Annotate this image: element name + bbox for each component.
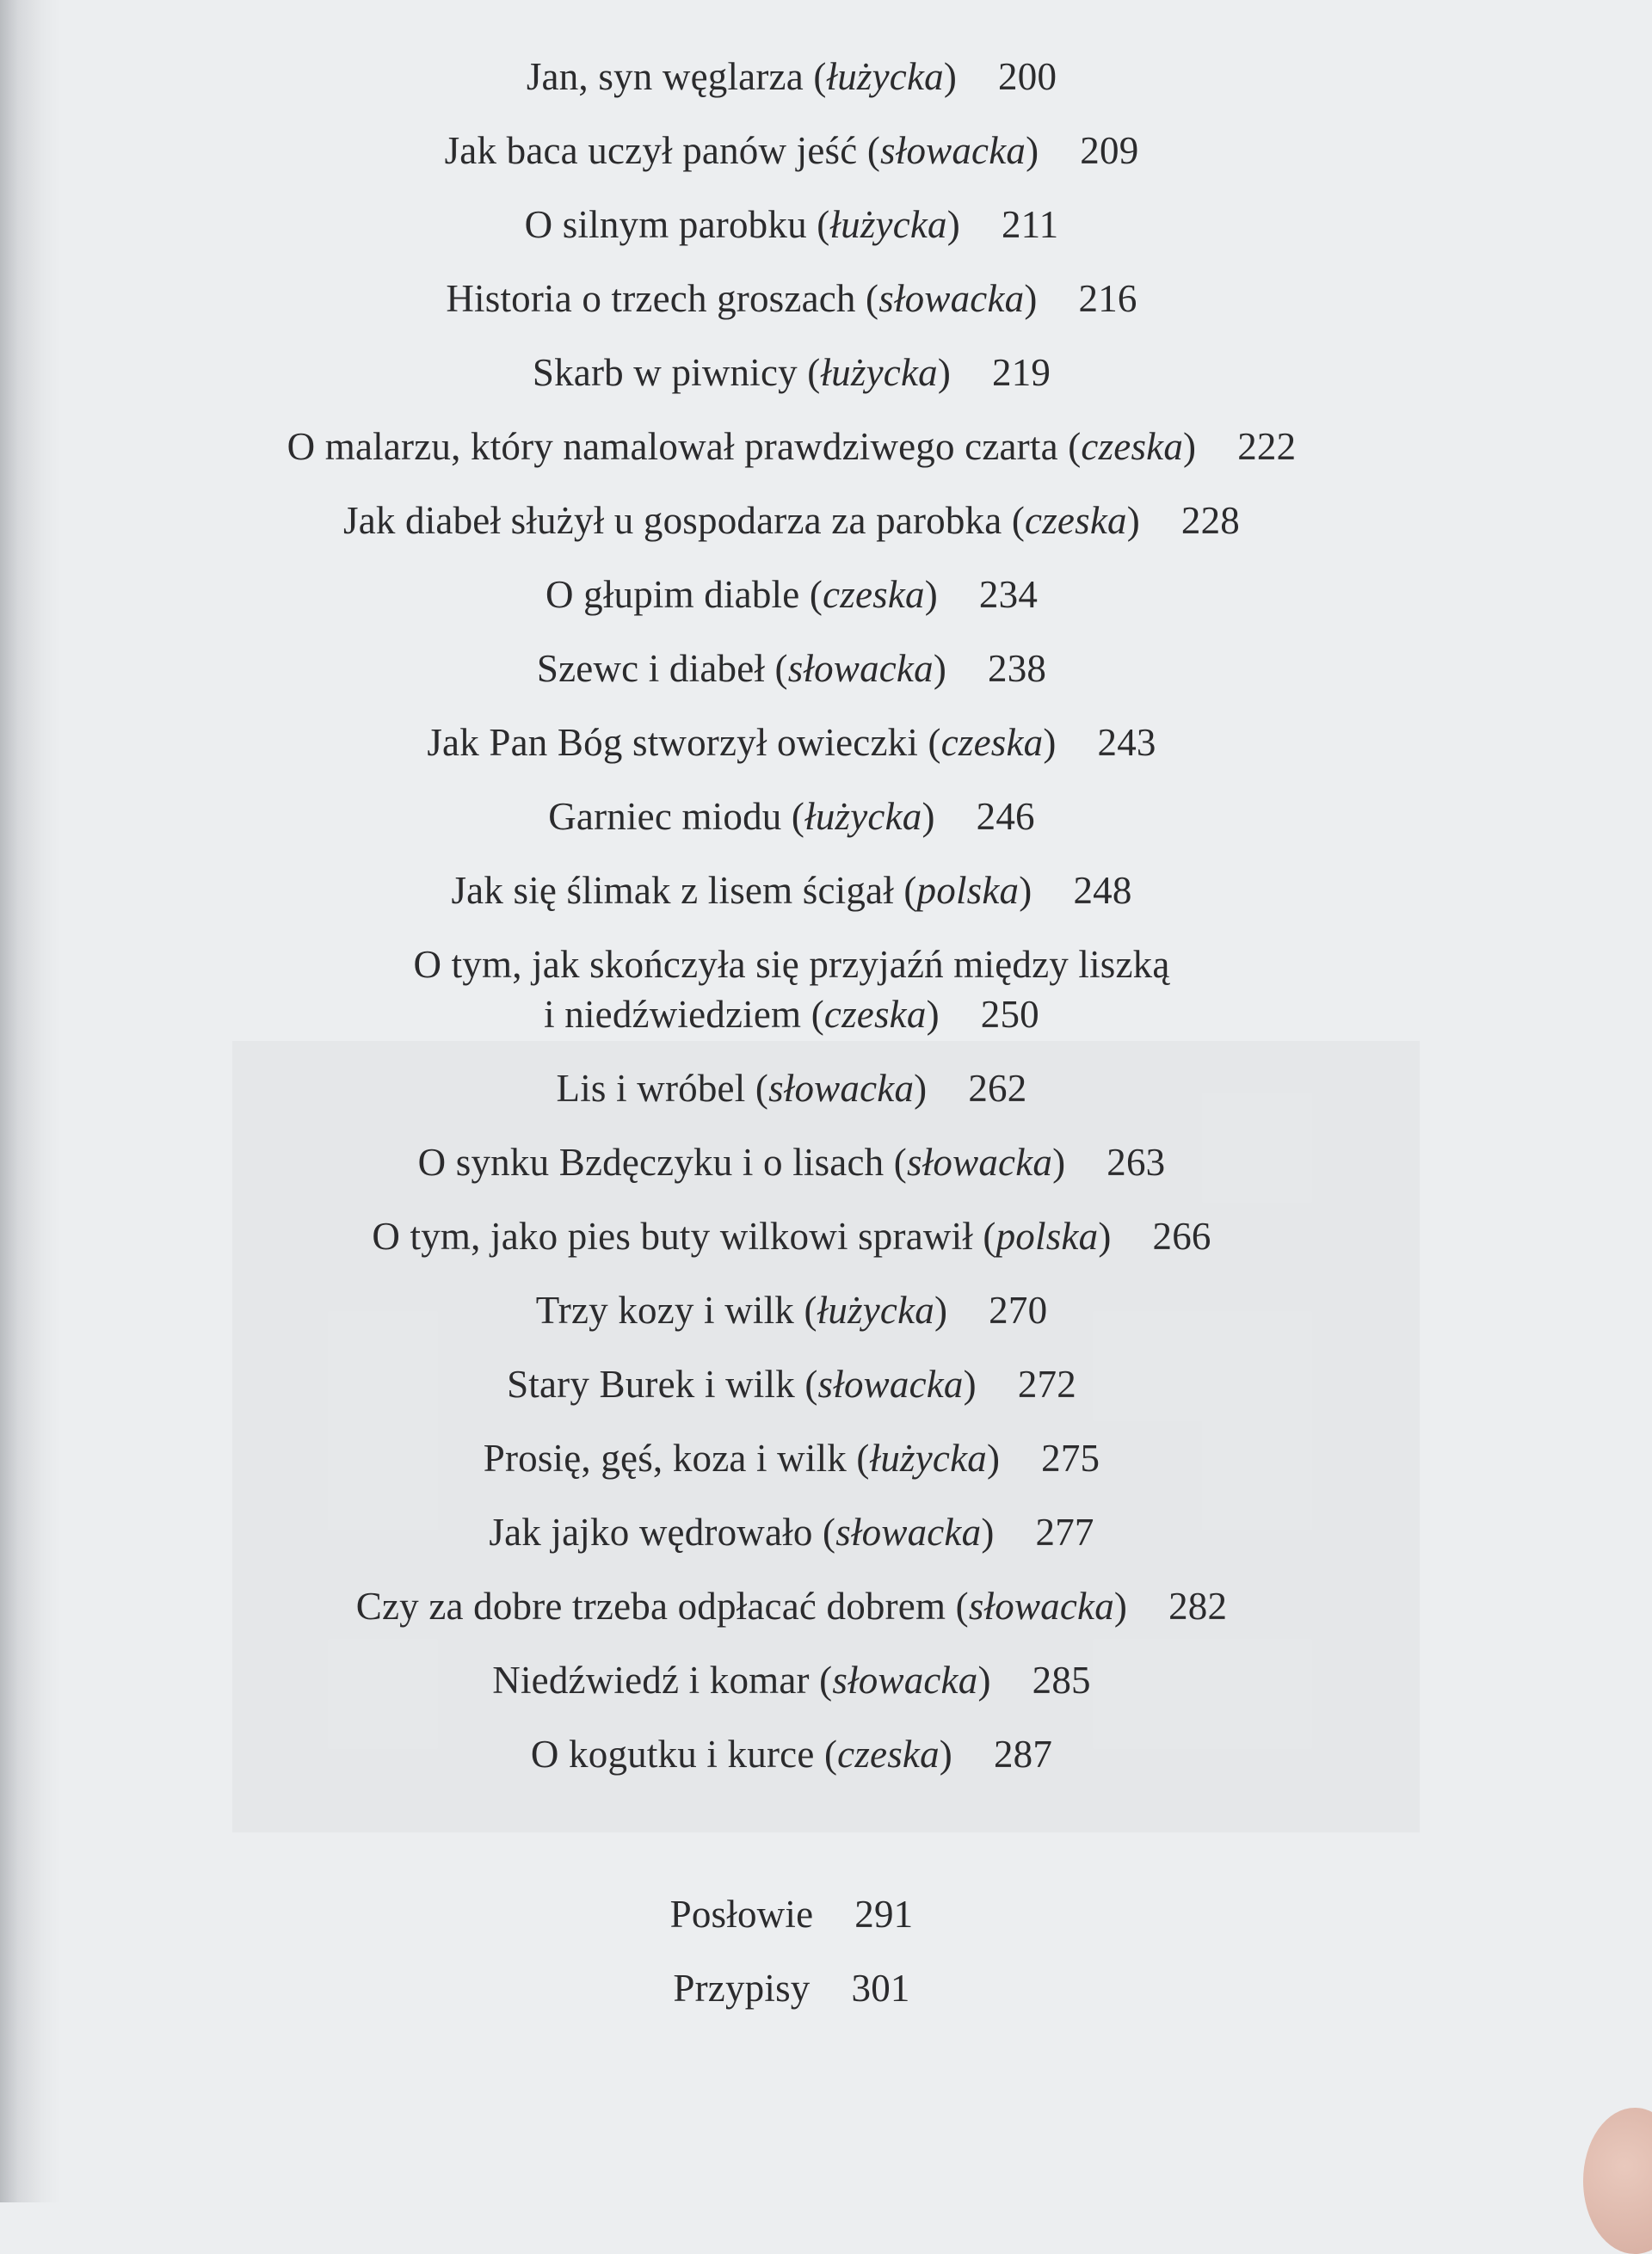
- toc-entry-title: Historia o trzech groszach: [446, 277, 856, 320]
- toc-entry: Niedźwiedź i komar (słowacka) 285: [492, 1659, 1091, 1702]
- toc-entry-page: 287: [993, 1733, 1053, 1776]
- toc-entry: Prosię, gęś, koza i wilk (łużycka) 275: [483, 1437, 1100, 1480]
- toc-entry: O kogutku i kurce (czeska) 287: [530, 1733, 1053, 1776]
- toc-entry-page: 275: [1041, 1437, 1100, 1480]
- toc-entry: Lis i wróbel (słowacka) 262: [556, 1067, 1027, 1110]
- toc-entry-page: 234: [978, 573, 1039, 616]
- finger-tip: [1583, 2108, 1652, 2254]
- toc-entry-origin: słowacka: [832, 1659, 978, 1702]
- toc-entry-back: [60, 1889, 1523, 1939]
- toc-entry-page: 219: [992, 351, 1051, 394]
- toc-entry-origin: słowacka: [768, 1067, 915, 1110]
- toc-entry-page: 211: [1001, 203, 1059, 246]
- toc-entry: Trzy kozy i wilk (łużycka) 270: [535, 1289, 1048, 1332]
- toc-entry-origin: łużycka: [820, 351, 938, 394]
- toc-entry: Jak się ślimak z lisem ścigał (polska) 248: [451, 869, 1132, 912]
- toc-entry-title: Garniec miodu: [548, 795, 782, 838]
- toc-entry: O malarzu, który namalował prawdziwego czarta (czeska) 222: [287, 425, 1297, 468]
- toc-entry-page: 272: [1017, 1363, 1076, 1406]
- toc-entry: Jak diabeł służył u gospodarza za parobka (czeska) 228: [342, 499, 1240, 542]
- toc-entry-origin: czeska: [823, 993, 927, 1036]
- toc-entry-origin: czeska: [823, 573, 925, 616]
- toc-entry-origin: czeska: [940, 721, 1044, 764]
- toc-entry-title: O głupim diable: [545, 573, 800, 616]
- toc-entry: Historia o trzech groszach (słowacka) 216: [446, 277, 1137, 320]
- toc-entry-title: O tym, jako pies buty wilkowi sprawił: [372, 1215, 973, 1258]
- toc-entry-page: 216: [1078, 277, 1137, 320]
- toc-entry-origin: słowacka: [817, 1363, 964, 1406]
- toc-entry-title: Szewc i diabeł: [536, 647, 766, 690]
- toc-entry-origin: słowacka: [968, 1585, 1114, 1628]
- toc-entry-title: Skarb w piwnicy: [532, 351, 798, 394]
- toc-entry: O silnym parobku (łużycka) 211: [524, 203, 1059, 246]
- toc-entry-back: [60, 1963, 1523, 2013]
- toc-entry-title: Jak diabeł służył u gospodarza za parobka: [342, 499, 1002, 542]
- back-matter: [60, 1889, 1523, 2013]
- toc-entry-title: Niedźwiedź i komar: [492, 1659, 810, 1702]
- toc-entry-page: 301: [851, 1967, 910, 2010]
- toc-entry-origin: łużycka: [869, 1437, 987, 1480]
- toc-entry: Szewc i diabeł (słowacka) 238: [536, 647, 1047, 690]
- table-of-contents: [60, 52, 1523, 1779]
- toc-entry-origin: łużycka: [817, 1289, 934, 1332]
- toc-entry-title: Posłowie: [669, 1893, 814, 1936]
- toc-entry-page: 262: [968, 1067, 1027, 1110]
- toc-entry-page: 266: [1152, 1215, 1211, 1258]
- toc-entry-title-line1: O tym, jak skończyła się przyjaźń między liszką: [413, 943, 1170, 986]
- toc-entry: Jak jajko wędrowało (słowacka) 277: [489, 1511, 1094, 1554]
- toc-entry: Skarb w piwnicy (łużycka) 219: [532, 351, 1051, 394]
- book-gutter: [0, 0, 60, 2202]
- toc-entry-page: 209: [1080, 129, 1139, 172]
- toc-entry-title: Jak się ślimak z lisem ścigał: [451, 869, 894, 912]
- toc-entry: O synku Bzdęczyku i o lisach (słowacka) 263: [417, 1141, 1166, 1184]
- toc-entry-page: 285: [1032, 1659, 1091, 1702]
- toc-entry-origin: słowacka: [880, 129, 1026, 172]
- toc-entry-line2: i niedźwiedziem (czeska) 250: [544, 993, 1039, 1036]
- toc-entry-origin: czeska: [1081, 425, 1184, 468]
- toc-entry-title: Czy za dobre trzeba odpłacać dobrem: [355, 1585, 946, 1628]
- toc-entry-page: 200: [998, 55, 1057, 98]
- toc-entry-page: 282: [1168, 1585, 1228, 1628]
- toc-entry-title: Jak Pan Bóg stworzył owieczki: [427, 721, 919, 764]
- toc-entry-title: O synku Bzdęczyku i o lisach: [417, 1141, 885, 1184]
- toc-entry-title: O malarzu, który namalował prawdziwego czarta: [287, 425, 1058, 468]
- toc-entry-page: 263: [1106, 1141, 1166, 1184]
- toc-entry-origin: słowacka: [907, 1141, 1053, 1184]
- toc-entry-title: O kogutku i kurce: [530, 1733, 815, 1776]
- toc-entry-page: 270: [989, 1289, 1048, 1332]
- toc-entry-title: Lis i wróbel: [556, 1067, 746, 1110]
- toc-entry-page: 246: [976, 795, 1035, 838]
- toc-entry-origin: czeska: [837, 1733, 940, 1776]
- toc-entry-origin: łużycka: [829, 203, 947, 246]
- toc-entry: O tym, jako pies buty wilkowi sprawił (polska) 266: [372, 1215, 1211, 1258]
- toc-entry: Stary Burek i wilk (słowacka) 272: [507, 1363, 1076, 1406]
- toc-entry-origin: słowacka: [878, 277, 1025, 320]
- toc-entry-page: 250: [980, 993, 1039, 1036]
- toc-entry-page: 228: [1180, 499, 1240, 542]
- toc-entry-title: Przypisy: [673, 1967, 811, 2010]
- toc-entry-page: 238: [988, 647, 1047, 690]
- toc-entry-title: Jan, syn węglarza: [526, 55, 804, 98]
- toc-entry-page: 277: [1035, 1511, 1094, 1554]
- toc-entry-origin: czeska: [1025, 499, 1127, 542]
- toc-entry-origin: słowacka: [787, 647, 934, 690]
- toc-entry-origin: polska: [916, 869, 1020, 912]
- toc-entry: Czy za dobre trzeba odpłacać dobrem (słowacka) 282: [355, 1585, 1228, 1628]
- toc-entry: Jak Pan Bóg stworzył owieczki (czeska) 243: [427, 721, 1156, 764]
- toc-entry-title: Jak baca uczył panów jeść: [444, 129, 858, 172]
- toc-entry: Jak baca uczył panów jeść (słowacka) 209: [444, 129, 1139, 172]
- toc-entry-title: O silnym parobku: [524, 203, 807, 246]
- toc-entry-title: Jak jajko wędrowało: [489, 1511, 813, 1554]
- toc-entry-page: 243: [1097, 721, 1156, 764]
- toc-entry-title: Stary Burek i wilk: [507, 1363, 795, 1406]
- toc-entry-origin: łużycka: [804, 795, 922, 838]
- toc-entry-origin: słowacka: [835, 1511, 982, 1554]
- toc-entry-origin: polska: [996, 1215, 1099, 1258]
- toc-entry-page: 222: [1237, 425, 1297, 468]
- toc-entry-page: 291: [854, 1893, 914, 1936]
- toc-entry-title: Prosię, gęś, koza i wilk: [483, 1437, 847, 1480]
- toc-entry-two-line: [60, 939, 1523, 1039]
- toc-entry-title: Trzy kozy i wilk: [535, 1289, 794, 1332]
- toc-entry-page: 248: [1073, 869, 1132, 912]
- toc-entry: Jan, syn węglarza (łużycka) 200: [526, 55, 1057, 98]
- toc-entry: O głupim diable (czeska) 234: [545, 573, 1039, 616]
- toc-entry-origin: łużycka: [826, 55, 944, 98]
- toc-entry: Garniec miodu (łużycka) 246: [548, 795, 1035, 838]
- toc-entry-title-line2: i niedźwiedziem: [544, 993, 802, 1036]
